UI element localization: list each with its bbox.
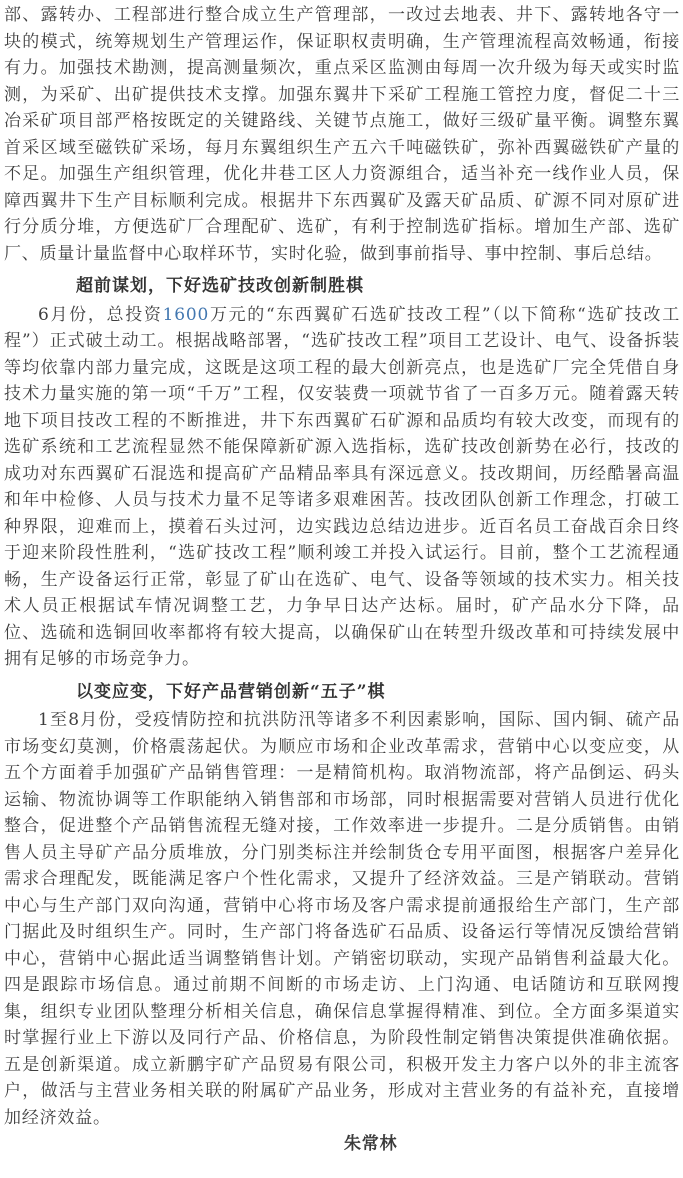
heading-beneficiation-upgrade: 超前谋划，下好选矿技改创新制胜棋 — [76, 276, 364, 296]
paragraph-beneficiation-project — [4, 302, 680, 673]
paragraph-marketing-five-measures: 1至8月份，受疫情防控和抗洪防汛等诸多不利因素影响，国际、国内铜、硫产品市场变幻莫测，价格震荡起伏。为顺应市场和企业改革需求，营销中心以变应变，从五个方面着手加强矿产品销售管理：一是精简机构。取消物流部，将产品倒运、码头运输、物流协调等工作职能纳入销售部和市场部，同时根据需要对营销人员进行优化整合，促进整个产品销售流程无缝对接，工作效率进一步提升。二是分质销售。由销售人员主导矿产品分质堆放，分门别类标注并绘制货仓专用平面图，根据客户差异化需求合理配发，既能满足客户个性化需求，又提升了经济效益。三是产销联动。营销中心与生产部门双向沟通，营销中心将市场及客户需求提前通报给生产部门，生产部门据此及时组织生产。同时，生产部门将备选矿石品质、设备运行等情况反馈给营销中心，营销中心据此适当调整销售计划。产销密切联动，实现产品销售利益最大化。四是跟踪市场信息。通过前期不间断的市场走访、上门沟通、电话随访和互联网搜集，组织专业团队整理分析相关信息，确保信息掌握得精准、到位。全方面多渠道实时掌握行业上下游以及同行产品、价格信息，为阶段性制定销售决策提供准确依据。五是创新渠道。成立新鹏宇矿产品贸易有限公司，积极开发主力客户以外的非主流客户，做活与主营业务相关联的附属矿产品业务，形成对主营业务的有益补充，直接增加经济效益。 — [4, 710, 680, 1128]
paragraph-2-text-before: 6月份，总投资 — [38, 304, 163, 325]
investment-amount: 1600 — [162, 304, 210, 325]
paragraph-2-text-after: 万元的“东西翼矿石选矿技改工程”（以下简称“选矿技改工程”）正式破土动工。根据战略部署，“选矿技改工程”项目工艺设计、电气、设备拆装等均依靠内部力量完成，这既是这项工程的最大创新亮点，也是选矿厂完全凭借自身技术力量实施的第一项“千万”工程，仅安装费一项就节省了一百多万元。随着露天转地下项目技改工程的不断推进，井下东西翼矿石矿源和品质均有较大改变，而现有的选矿系统和工艺流程显然不能保障新矿源入选指标，选矿技改创新势在必行，技改的成功对东西翼矿石混选和提高矿产品精品率具有深远意义。技改期间，历经酷暑高温和年中检修、人员与技术力量不足等诸多艰难困苦。技改团队创新工作理念，打破工种界限，迎难而上，摸着石头过河，边实践边总结边进步。近百名员工奋战百余日终于迎来阶段性胜利，“选矿技改工程”顺利竣工并投入试运行。目前，整个工艺流程通畅，生产设备运行正常，彰显了矿山在选矿、电气、设备等领域的技术实力。相关技术人员正根据试车情况调整工艺，力争早日达产达标。届时，矿产品水分下降，品位、选硫和选铜回收率都将有较大提高，以确保矿山在转型升级改革和可持续发展中拥有足够的市场竞争力。 — [4, 304, 681, 669]
author-signature: 朱常林 — [344, 1134, 398, 1154]
paragraph-production-management: 部、露转办、工程部进行整合成立生产管理部，一改过去地表、井下、露转地各守一块的模式，统筹规划生产管理运作，保证职权责明确，生产管理流程高效畅通，衔接有力。加强技术勘测，提高测量频次，重点采区监测由每周一次升级为每天或实时监测，为采矿、出矿提供技术支撑。加强东翼井下采矿工程施工管控力度，督促二十三冶采矿项目部严格按既定的关键路线、关键节点施工，做好三级矿量平衡。调整东翼首采区域至磁铁矿采场，每月东翼组织生产五六千吨磁铁矿，弥补西翼磁铁矿产量的不足。加强生产组织管理，优化井巷工区人力资源组合，适当补充一线作业人员，保障西翼井下生产目标顺利完成。根据井下东西翼矿及露天矿品质、矿源不同对原矿进行分质分堆，方便选矿厂合理配矿、选矿，有利于控制选矿指标。增加生产部、选矿厂、质量计量监督中心取样环节，实时化验，做到事前指导、事中控制、事后总结。 — [4, 5, 680, 264]
heading-marketing-innovation: 以变应变，下好产品营销创新“五子”棋 — [76, 681, 386, 702]
